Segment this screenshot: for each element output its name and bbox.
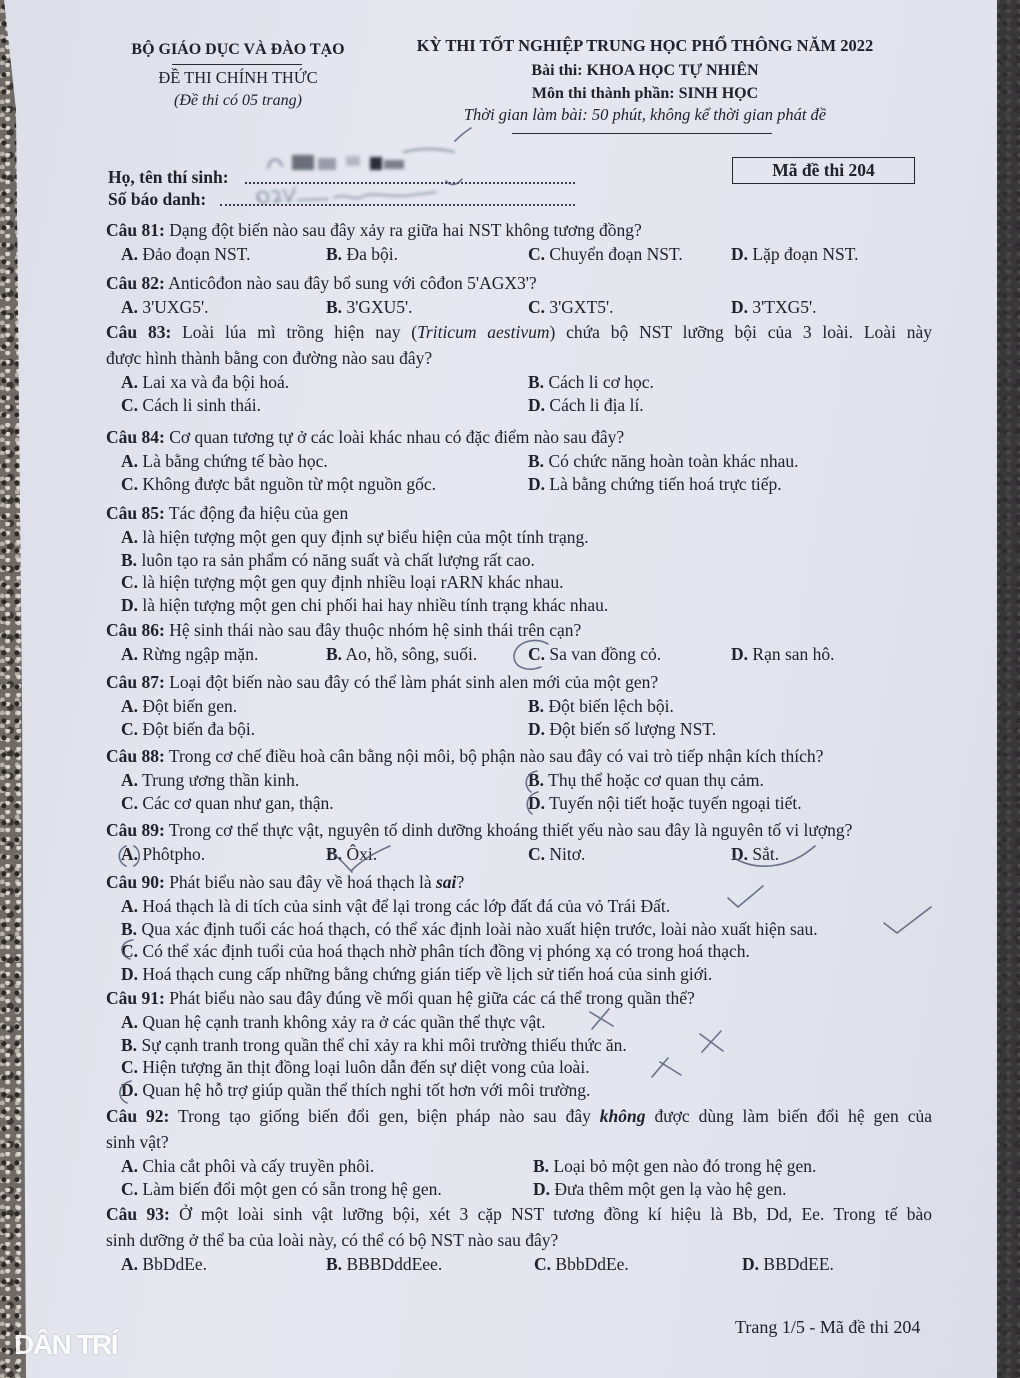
option-d (742, 1253, 834, 1276)
question-text (106, 1201, 932, 1227)
exam-code-box: Mã đề thi 204 (732, 157, 915, 184)
option-text: Chia cắt phôi và cấy truyền phôi. (142, 1156, 375, 1176)
official-exam-label: ĐỀ THI CHÍNH THỨC (158, 68, 318, 87)
option-text: Đột biến gen. (142, 696, 238, 716)
option-c (121, 1178, 442, 1201)
option-key: D. (121, 963, 139, 984)
option-key: B. (121, 549, 138, 570)
option-key: A. (121, 244, 139, 264)
question-number: Câu 87: (106, 672, 165, 692)
option-text: Hoá thạch cung cấp những bằng chứng gián tiếp về lịch sử tiến hoá của sinh giới. (142, 963, 713, 984)
option-text: 3'GXT5'. (549, 297, 614, 317)
option-a (121, 695, 237, 718)
page-footer: Trang 1/5 - Mã đề thi 204 (735, 1317, 921, 1337)
question-stem: ? (456, 872, 465, 892)
option-a (121, 450, 328, 473)
option-key: A. (121, 297, 139, 317)
option-key: B. (121, 1034, 138, 1055)
option-a (121, 296, 209, 319)
page-count-note: (Đề thi có 05 trang) (174, 92, 302, 109)
option-key: A. (121, 696, 139, 716)
option-b (121, 549, 535, 572)
option-b (326, 243, 398, 266)
option-text: luôn tạo ra sản phẩm có năng suất và chất lượng rất cao. (141, 549, 535, 570)
option-row (106, 1011, 932, 1034)
option-c (528, 843, 585, 866)
question-83 (106, 319, 932, 416)
question-text-continued: sinh vật? (106, 1132, 169, 1152)
option-b (528, 450, 798, 473)
question-text (106, 1103, 932, 1129)
option-b (528, 371, 654, 394)
question-86 (106, 617, 932, 666)
question-number: Câu 88: (106, 746, 165, 766)
option-text: Các cơ quan như gan, thận. (142, 792, 334, 813)
question-text (106, 743, 932, 769)
question-text (106, 669, 932, 695)
option-a (121, 243, 250, 266)
candidate-name-label: Họ, tên thí sinh: (108, 167, 229, 187)
exam-component: Môn thi thành phần: SINH HỌC (531, 85, 759, 102)
option-text: Ôxi. (346, 844, 378, 864)
option-key: D. (528, 718, 546, 739)
option-text: Sự cạnh tranh trong quần thể chỉ xảy ra khi môi trường thiếu thức ăn. (141, 1034, 627, 1055)
option-row (106, 473, 932, 496)
option-key: D. (731, 244, 749, 264)
question-stem: ) chứa bộ NST lưỡng bội của 3 loài. Loài này (549, 322, 933, 342)
option-key: C. (121, 1178, 139, 1199)
option-d (121, 594, 608, 617)
option-d (121, 963, 712, 986)
question-stem: Anticôđon nào sau đây bổ sung với côđon 5'AGX3'? (168, 273, 537, 293)
question-number: Câu 83: (106, 322, 172, 342)
option-text: Quan hệ hỗ trợ giúp quần thể thích nghi tốt hơn với môi trường. (142, 1079, 591, 1100)
question-number: Câu 82: (106, 273, 165, 293)
question-number: Câu 84: (106, 427, 165, 447)
option-key: D. (528, 792, 546, 813)
option-row (106, 549, 932, 572)
option-text: Tuyến nội tiết hoặc tuyến ngoại tiết. (549, 792, 802, 813)
option-key: D. (742, 1254, 760, 1274)
question-text (106, 217, 932, 243)
question-text-continued: sinh dưỡng ở thể ba của loài này, có thể có bộ NST nào sau đây? (106, 1230, 559, 1250)
option-text: là hiện tượng một gen chi phối hai hay nhiều tính trạng khác nhau. (142, 594, 609, 615)
option-c (121, 1056, 590, 1079)
question-82 (106, 270, 932, 319)
option-text: Đảo đoạn NST. (142, 244, 251, 264)
option-a (121, 526, 589, 549)
option-row (106, 296, 932, 319)
option-key: D. (528, 394, 546, 415)
option-row (106, 769, 932, 792)
question-stem: Trong cơ chế điều hoà cân bằng nội môi, bộ phận nào sau đây có vai trò tiếp nhận kích thích? (168, 746, 824, 766)
ministry-name: BỘ GIÁO DỤC VÀ ĐÀO TẠO (131, 41, 345, 58)
option-row (106, 450, 932, 473)
option-text: BbDdEe. (142, 1254, 208, 1274)
question-stem: Loại đột biến nào sau đây có thể làm phát sinh alen mới của một gen? (169, 672, 659, 692)
option-key: A. (121, 372, 139, 392)
exam-subject: Bài thi: KHOA HỌC TỰ NHIÊN (531, 62, 759, 79)
option-d (731, 643, 835, 666)
option-row (106, 918, 932, 941)
option-row (106, 963, 932, 986)
option-text: là hiện tượng một gen quy định nhiều loại rARN khác nhau. (142, 572, 564, 592)
option-a (121, 643, 258, 666)
option-key: A. (121, 770, 139, 790)
option-row (106, 371, 932, 394)
option-key: D. (533, 1178, 551, 1199)
question-text (106, 270, 932, 296)
question-92 (106, 1103, 932, 1200)
option-key: C. (121, 572, 139, 592)
question-text (106, 617, 932, 643)
option-key: C. (121, 718, 139, 739)
option-a (121, 843, 205, 866)
option-b (528, 695, 674, 718)
question-84 (106, 424, 932, 495)
option-key: B. (326, 844, 343, 864)
question-93 (106, 1201, 932, 1276)
option-row (106, 1253, 932, 1276)
option-key: D. (121, 1079, 139, 1100)
option-text: Có chức năng hoàn toàn khác nhau. (548, 451, 799, 471)
candidate-name-line (245, 182, 575, 184)
question-text (106, 985, 932, 1011)
question-81 (106, 217, 932, 266)
time-note-underline (512, 133, 772, 134)
option-key: C. (528, 244, 546, 264)
option-d (533, 1178, 786, 1201)
option-key: C. (121, 941, 139, 961)
option-c (121, 394, 261, 417)
species-name: Triticum aestivum (417, 322, 550, 342)
question-stem: Dạng đột biến nào sau đây xảy ra giữa hai NST không tương đồng? (169, 220, 642, 240)
option-text: Sa van đồng cỏ. (549, 644, 662, 664)
question-stem: Trong tạo giống biến đổi gen, biện pháp nào sau đây (178, 1106, 600, 1126)
question-number: Câu 86: (106, 620, 165, 640)
option-b (121, 1034, 627, 1057)
option-row (106, 1155, 932, 1178)
question-90 (106, 869, 932, 985)
option-key: A. (121, 527, 139, 547)
option-text: Là bằng chứng tiến hoá trực tiếp. (549, 473, 782, 494)
publisher-watermark: DÂN TRÍ (14, 1329, 118, 1360)
option-row (106, 394, 932, 417)
option-row (106, 718, 932, 741)
option-row (106, 571, 932, 594)
option-a (121, 1155, 374, 1178)
option-key: A. (121, 644, 139, 664)
option-key: B. (326, 1254, 343, 1274)
question-number: Câu 85: (106, 503, 165, 523)
option-text: Cách li địa lí. (549, 394, 644, 415)
option-text: Rừng ngập mặn. (142, 644, 259, 664)
option-d (528, 473, 782, 496)
question-85 (106, 500, 932, 616)
question-stem: Phát biểu nào sau đây đúng về mối quan hệ giữa các cá thể trong quần thể? (169, 988, 695, 1008)
option-text: Không được bắt nguồn từ một nguồn gốc. (142, 473, 437, 494)
option-key: A. (121, 1254, 139, 1274)
question-stem: Hệ sinh thái nào sau đây thuộc nhóm hệ sinh thái trên cạn? (169, 620, 582, 640)
option-c (121, 792, 334, 815)
option-c (121, 473, 436, 496)
option-c (528, 243, 683, 266)
option-text: BBDdEE. (763, 1254, 834, 1274)
question-text (106, 424, 932, 450)
option-row (106, 1079, 932, 1102)
option-c (528, 643, 661, 666)
option-key: B. (528, 372, 545, 392)
option-b (528, 769, 764, 792)
option-text: Làm biến đổi một gen có sẵn trong hệ gen. (142, 1178, 442, 1199)
option-key: B. (326, 644, 343, 664)
option-key: A. (121, 1012, 139, 1032)
option-text: Rạn san hô. (752, 644, 835, 664)
option-key: C. (528, 844, 546, 864)
option-text: Cách li cơ học. (548, 372, 654, 392)
option-row (106, 843, 932, 866)
question-number: Câu 92: (106, 1106, 170, 1126)
option-key: D. (731, 844, 749, 864)
option-text: Đưa thêm một gen lạ vào hệ gen. (554, 1178, 787, 1199)
option-key: A. (121, 896, 139, 916)
question-number: Câu 90: (106, 872, 165, 892)
option-text: Đột biến đa bội. (142, 718, 256, 739)
option-text: Hiện tượng ăn thịt đồng loại luôn dẫn đến sự diệt vong của loài. (142, 1057, 590, 1077)
option-b (533, 1155, 816, 1178)
option-text: Thụ thể hoặc cơ quan thụ cảm. (548, 770, 764, 790)
option-key: B. (528, 770, 545, 790)
option-a (121, 1011, 546, 1034)
option-row (106, 895, 932, 918)
question-stem: Phát biểu nào sau đây về hoá thạch là (169, 872, 436, 892)
option-key: B. (528, 696, 545, 716)
option-d (528, 792, 802, 815)
option-text: Phôtpho. (142, 844, 206, 864)
question-89 (106, 817, 932, 866)
option-row (106, 526, 932, 549)
question-number: Câu 89: (106, 820, 165, 840)
option-text: Ao, hồ, sông, suối. (345, 644, 478, 664)
option-a (121, 895, 670, 918)
option-row (106, 1178, 932, 1201)
option-text: Cách li sinh thái. (142, 394, 261, 415)
option-b (326, 843, 377, 866)
emphasized-word: không (599, 1106, 646, 1126)
option-text: 3'GXU5'. (346, 297, 413, 317)
question-number: Câu 81: (106, 220, 165, 240)
option-text: Lai xa và đa bội hoá. (142, 372, 290, 392)
option-key: A. (121, 1156, 139, 1176)
question-stem: Trong cơ thể thực vật, nguyên tố dinh dưỡng khoáng thiết yếu nào sau đây là nguyên tố vi lượng? (168, 820, 853, 840)
question-87 (106, 669, 932, 740)
option-key: D. (528, 473, 546, 494)
option-text: Trung ương thần kinh. (142, 770, 300, 790)
option-key: D. (731, 297, 749, 317)
option-text: 3'UXG5'. (142, 297, 209, 317)
option-row (106, 1034, 932, 1057)
option-c (534, 1253, 629, 1276)
option-text: Hoá thạch là di tích của sinh vật để lại trong các lớp đất đá của vỏ Trái Đất. (142, 896, 671, 916)
option-key: B. (528, 451, 545, 471)
option-b (326, 296, 413, 319)
option-text: Là bằng chứng tế bào học. (142, 451, 328, 471)
option-text: Đột biến số lượng NST. (549, 718, 717, 739)
option-key: C. (534, 1254, 552, 1274)
option-b (326, 1253, 442, 1276)
option-key: B. (326, 244, 343, 264)
question-stem: Ở một loài sinh vật lưỡng bội, xét 3 cặp NST tương đồng kí hiệu là Bb, Dd, Ee. Trong tế bào (179, 1204, 933, 1224)
option-c (528, 296, 614, 319)
option-d (528, 718, 716, 741)
option-key: C. (121, 1057, 139, 1077)
option-text: Đột biến lệch bội. (548, 696, 674, 716)
option-a (121, 371, 289, 394)
option-d (731, 296, 817, 319)
option-text: Loại bỏ một gen nào đó trong hệ gen. (553, 1156, 817, 1176)
option-key: C. (121, 792, 139, 813)
option-a (121, 1253, 207, 1276)
option-text: Chuyển đoạn NST. (549, 244, 683, 264)
option-row (106, 594, 932, 617)
question-stem: Loài lúa mì trồng hiện nay ( (182, 322, 418, 342)
option-text: BbbDdEe. (555, 1254, 629, 1274)
exam-title: KỲ THI TỐT NGHIỆP TRUNG HỌC PHỔ THÔNG NĂM 2022 (416, 36, 874, 55)
option-text: Sắt. (752, 844, 780, 864)
option-key: C. (121, 473, 139, 494)
option-key: C. (528, 644, 546, 664)
question-stem: Cơ quan tương tự ở các loài khác nhau có đặc điểm nào sau đây? (169, 427, 625, 447)
emphasized-word: sai (436, 872, 457, 892)
option-row (106, 643, 932, 666)
option-key: D. (121, 594, 139, 615)
option-key: D. (731, 644, 749, 664)
option-key: C. (528, 297, 546, 317)
question-number: Câu 91: (106, 988, 165, 1008)
option-d (121, 1079, 590, 1102)
option-d (731, 243, 859, 266)
candidate-id-line (220, 204, 575, 206)
option-c (121, 571, 564, 594)
option-key: B. (533, 1156, 550, 1176)
question-stem: được dùng làm biến đổi hệ gen của (645, 1106, 933, 1126)
option-key: A. (121, 451, 139, 471)
question-stem: Tác động đa hiệu của gen (168, 503, 349, 523)
option-text: Có thể xác định tuổi của hoá thạch nhờ phân tích đồng vị phóng xạ có trong hoá thạch. (142, 941, 750, 961)
option-text: Lặp đoạn NST. (752, 244, 859, 264)
question-88 (106, 743, 932, 814)
question-number: Câu 93: (106, 1204, 170, 1224)
option-key: A. (121, 844, 139, 864)
question-text-continued: được hình thành bằng con đường nào sau đây? (106, 348, 433, 368)
option-text: là hiện tượng một gen quy định sự biểu hiện của một tính trạng. (142, 527, 589, 547)
option-text: Quan hệ cạnh tranh không xảy ra ở các quần thể thực vật. (142, 1012, 546, 1032)
question-text (106, 869, 932, 895)
option-d (731, 843, 779, 866)
question-text (106, 319, 932, 345)
option-a (121, 769, 299, 792)
option-row (106, 1056, 932, 1079)
option-text: Đa bội. (346, 244, 398, 264)
option-row (106, 695, 932, 718)
table-edge (997, 0, 1020, 1378)
question-text (106, 500, 932, 526)
ministry-underline (172, 64, 302, 65)
candidate-id-label: Số báo danh: (108, 189, 207, 209)
option-text: 3'TXG5'. (752, 297, 817, 317)
option-text: Qua xác định tuổi các hoá thạch, có thể xác định loài nào xuất hiện trước, loài nào xuất hiện sau. (141, 918, 818, 939)
option-row (106, 792, 932, 815)
option-key: B. (326, 297, 343, 317)
option-c (121, 940, 750, 963)
time-note: Thời gian làm bài: 50 phút, không kể thời gian phát đề (463, 105, 827, 124)
option-key: B. (121, 918, 138, 939)
option-b (326, 643, 477, 666)
option-row (106, 243, 932, 266)
question-91 (106, 985, 932, 1101)
option-text: Nitơ. (549, 844, 586, 864)
option-text: BBBDddEee. (346, 1254, 443, 1274)
question-text (106, 817, 932, 843)
option-d (528, 394, 644, 417)
option-key: C. (121, 394, 139, 415)
option-c (121, 718, 255, 741)
option-row (106, 940, 932, 963)
option-b (121, 918, 818, 941)
